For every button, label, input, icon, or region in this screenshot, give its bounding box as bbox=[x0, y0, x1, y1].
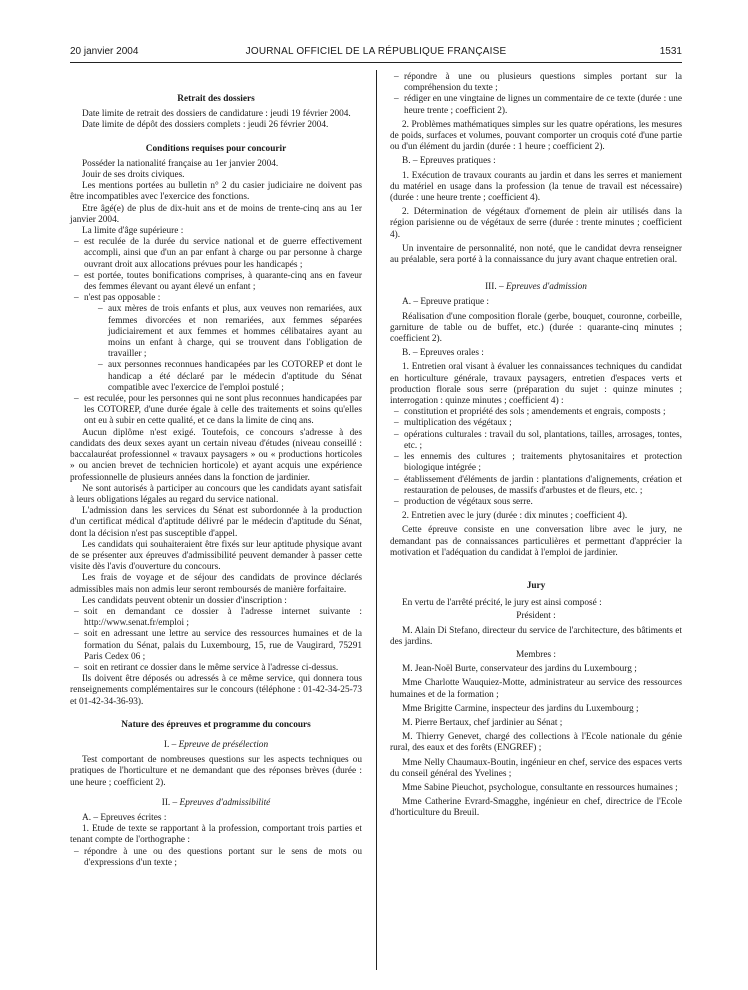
subsection-label: Epreuves d'admission bbox=[506, 282, 587, 293]
paragraph: Jouir de ses droits civiques. bbox=[82, 170, 185, 181]
list-item: – répondre à une ou des questions portant sur le sens de mots ou d'expressions d'un texte ; bbox=[84, 847, 362, 869]
paragraph: La limite d'âge supérieure : bbox=[82, 226, 184, 237]
column-divider bbox=[376, 70, 377, 970]
paragraph: Les candidats qui souhaiteraient être fixés sur leur aptitude physique avant de se présenter aux épreuves d'admissibilité peuvent demander à passer cette visite dès l'avis d'ouverture du concours. bbox=[70, 539, 362, 573]
list-item: – soit en demandant ce dossier à l'adresse internet suivante : http://www.senat.fr/emploi ; bbox=[84, 607, 362, 629]
list-item: – production de végétaux sous serre. bbox=[404, 497, 682, 508]
header-rule bbox=[70, 62, 682, 63]
header-date: 20 janvier 2004 bbox=[70, 46, 139, 57]
list-item: – aux personnes reconnues handicapées par les COTOREP et dont le handicap a été déclaré par le médecin d'aptitude du Sénat compatible avec l'exercice de l'emploi postulé ; bbox=[108, 360, 362, 394]
paragraph: Aucun diplôme n'est exigé. Toutefois, ce concours s'adresse à des candidats des deux sexes ayant un certain niveau d'études (niveau conseillé : baccalauréat professionnel « travaux paysagers » ou « productions horticoles » ou ancien brevet de technicien horticole) et ayant acquis une expérience professionnelle de plusieurs années dans la fonction de jardinier. bbox=[70, 427, 362, 483]
section-title-nature: Nature des épreuves et programme du concours bbox=[121, 719, 311, 730]
paragraph: B. – Epreuves orales : bbox=[402, 348, 484, 359]
jury-member: M. Jean-Noël Burte, conservateur des jardins du Luxembourg ; bbox=[402, 664, 637, 675]
subsection-label: Epreuve de présélection bbox=[178, 739, 269, 750]
jury-member: Mme Catherine Evrard-Smagghe, ingénieur en chef, directrice de l'Ecole d'horticulture du Breuil. bbox=[390, 797, 682, 819]
jury-member: Mme Brigitte Carmine, inspecteur des jardins du Luxembourg ; bbox=[402, 703, 639, 714]
membres-label: Membres : bbox=[515, 649, 557, 660]
list-item: – opérations culturales : travail du sol, plantations, tailles, arrosages, tontes, etc. ; bbox=[404, 430, 682, 452]
list-item: – est reculée de la durée du service national et de guerre effectivement accompli, ainsi que d'un an par enfant à charge ou par personne à charge ouvrant droit aux allocations prévues pour les handicapés ; bbox=[84, 237, 362, 271]
list-item-text: n'est pas opposable : bbox=[84, 293, 161, 304]
list-item bbox=[84, 293, 362, 394]
subsection-number: II. – bbox=[161, 797, 178, 808]
section-title-jury: Jury bbox=[526, 580, 546, 591]
subsection-number: III. – bbox=[485, 282, 504, 293]
subsection-title-admissibilite bbox=[70, 798, 362, 809]
paragraph: Ils doivent être déposés ou adressés à ce même service, qui donnera tous renseignements complémentaires sur le concours (téléphone : 01-42-34-25-73 et 01-42-34-36-93). bbox=[70, 674, 362, 707]
jury-member: Mme Sabine Pieuchot, psychologue, consultante en ressources humaines ; bbox=[402, 782, 678, 793]
paragraph: L'admission dans les services du Sénat est subordonnée à la production d'un certificat médical d'aptitude délivré par le médecin d'aptitude du Sénat, dont la décision n'est pas susceptible d'appel. bbox=[70, 506, 362, 539]
paragraph: Posséder la nationalité française au 1er janvier 2004. bbox=[82, 158, 279, 169]
list-item: – soit en adressant une lettre au service des ressources humaines et de la formation du Sénat, palais du Luxembourg, 15, rue de Vaugirard, 75291 Paris Cedex 06 ; bbox=[84, 629, 362, 663]
paragraph: 2. Problèmes mathématiques simples sur les quatre opérations, les mesures de poids, surfaces et volumes, pouvant comporter un croquis coté d'une partie ou d'un élément du jardin (durée : 1 heure ; coefficient 2). bbox=[390, 119, 682, 153]
header-page-number: 1531 bbox=[659, 46, 682, 57]
list-item: – les ennemis des cultures ; traitements phytosanitaires et protection biologique intégrée ; bbox=[404, 452, 682, 474]
paragraph: Les mentions portées au bulletin n° 2 du casier judiciaire ne doivent pas être incompatibles avec l'exercice des fonctions. bbox=[70, 181, 362, 203]
subsection-number: I. – bbox=[163, 739, 177, 750]
paragraph: Test comportant de nombreuses questions sur les aspects techniques ou pratiques de l'horticulture et ne demandant que des réponses brèves (durée : une heure ; coefficient 2). bbox=[70, 755, 362, 788]
paragraph: A. – Epreuves écrites : bbox=[82, 812, 167, 823]
paragraph: Les candidats peuvent obtenir un dossier d'inscription : bbox=[82, 595, 287, 606]
page-header bbox=[70, 46, 682, 60]
subsection-label: Epreuves d'admissibilité bbox=[179, 797, 271, 808]
list-item: – est reculée, pour les personnes qui ne sont plus reconnues handicapées par les COTOREP, d'une durée égale à celle des traitements et soins qu'elles ont eu à subir en cette qualité, et ce dans la limite de cinq ans. bbox=[84, 394, 362, 428]
section-title-retrait: Retrait des dossiers bbox=[177, 94, 255, 104]
paragraph: Date limite de retrait des dossiers de candidature : jeudi 19 février 2004. bbox=[82, 109, 351, 120]
subsection-title-admission bbox=[390, 282, 682, 293]
left-column bbox=[70, 72, 362, 869]
paragraph: 2. Détermination de végétaux d'ornement de plein air utilisés dans la région parisienne ou de végétaux de serre (durée : trente minutes ; coefficient 4). bbox=[390, 207, 682, 240]
section-title-conditions: Conditions requises pour concourir bbox=[145, 143, 287, 154]
inscription-list bbox=[70, 607, 362, 674]
paragraph: B. – Epreuves pratiques : bbox=[402, 156, 496, 167]
list-item: – rédiger en une vingtaine de lignes un commentaire de ce texte (durée : une heure trente ; coefficient 2). bbox=[404, 94, 682, 116]
paragraph: 1. Entretien oral visant à évaluer les connaissances techniques du candidat en horticulture générale, travaux paysagers, entretien d'espaces verts et production florale sous serre (préparation du sujet : quinze minutes ; interrogation : quinze minutes ; coefficient 4) : bbox=[390, 362, 682, 407]
paragraph: Date limite de dépôt des dossiers complets : jeudi 26 février 2004. bbox=[82, 120, 329, 131]
right-column bbox=[390, 72, 682, 820]
list-item: – multiplication des végétaux ; bbox=[404, 418, 682, 429]
jury-member: Mme Nelly Chaumaux-Boutin, ingénieur en chef, service des espaces verts du conseil général des Yvelines ; bbox=[390, 757, 682, 779]
list-item: – aux mères de trois enfants et plus, aux veuves non remariées, aux femmes divorcées et non remariées, aux femmes séparées judiciairement et aux femmes et hommes célibataires ayant au moins un enfant à charge, qui se trouvent dans l'obligation de travailler ; bbox=[108, 304, 362, 360]
paragraph: Un inventaire de personnalité, non noté, que le candidat devra renseigner au préalable, sera porté à la connaissance du jury avant chaque entretien oral. bbox=[390, 243, 682, 266]
paragraph: A. – Epreuve pratique : bbox=[402, 297, 489, 308]
paragraph: Cette épreuve consiste en une conversation libre avec le jury, ne demandant pas de connaissances particulières et permettant d'apprécier la motivation et l'adéquation du candidat à l'emploi de jardinier. bbox=[390, 525, 682, 558]
list-item: – constitution et propriété des sols ; amendements et engrais, composts ; bbox=[404, 407, 682, 418]
orales-list bbox=[390, 407, 682, 508]
jury-member: M. Thierry Genevet, chargé des collections à l'Ecole nationale du génie rural, des eaux et des forêts (ENGREF) ; bbox=[390, 732, 682, 754]
president-label: Président : bbox=[516, 611, 556, 622]
paragraph: Réalisation d'une composition florale (gerbe, bouquet, couronne, corbeille, garniture de table ou de buffet, etc.) (durée : quarante-cinq minutes ; coefficient 2). bbox=[390, 311, 682, 345]
list-item: – soit en retirant ce dossier dans le même service à l'adresse ci-dessus. bbox=[84, 663, 362, 674]
paragraph: 1. Exécution de travaux courants au jardin et dans les serres et maniement du matériel en usage dans la profession (la tenue de travail est nécessaire) (durée : une heure trente ; coefficient 4). bbox=[390, 170, 682, 204]
list-item: – établissement d'éléments de jardin : plantations d'alignements, création et restauration de pelouses, de massifs d'arbustes et de fleurs, etc. ; bbox=[404, 475, 682, 497]
list-item: – répondre à une ou plusieurs questions simples portant sur la compréhension du texte ; bbox=[404, 72, 682, 94]
ecrites-list-continued bbox=[390, 72, 682, 117]
paragraph: M. Alain Di Stefano, directeur du service de l'architecture, des bâtiments et des jardins. bbox=[390, 625, 682, 647]
list-item: – est portée, toutes bonifications comprises, à quarante-cinq ans en faveur des femmes élevant ou ayant élevé un enfant ; bbox=[84, 271, 362, 293]
jury-member: Mme Charlotte Wauquiez-Motte, administrateur au service des ressources humaines et de la formation ; bbox=[390, 678, 682, 700]
jury-member: M. Pierre Bertaux, chef jardinier au Sénat ; bbox=[402, 717, 563, 728]
subsection-title-preselection bbox=[70, 740, 362, 751]
age-limit-list bbox=[70, 237, 362, 427]
paragraph: 2. Entretien avec le jury (durée : dix minutes ; coefficient 4). bbox=[402, 511, 628, 522]
paragraph: 1. Etude de texte se rapportant à la profession, comportant trois parties et tenant compte de l'orthographe : bbox=[70, 824, 362, 846]
header-title: JOURNAL OFFICIEL DE LA RÉPUBLIQUE FRANÇAISE bbox=[245, 46, 507, 57]
paragraph: En vertu de l'arrêté précité, le jury est ainsi composé : bbox=[402, 598, 602, 609]
ecrites-list bbox=[70, 847, 362, 869]
paragraph: Les frais de voyage et de séjour des candidats de province déclarés admissibles mais non admis leur seront remboursés de manière forfaitaire. bbox=[70, 573, 362, 595]
paragraph: Etre âgé(e) de plus de dix-huit ans et de moins de trente-cinq ans au 1er janvier 2004. bbox=[70, 203, 362, 225]
not-opposable-list bbox=[84, 304, 362, 394]
paragraph: Ne sont autorisés à participer au concours que les candidats ayant satisfait à leurs obligations légales au regard du service national. bbox=[70, 483, 362, 505]
